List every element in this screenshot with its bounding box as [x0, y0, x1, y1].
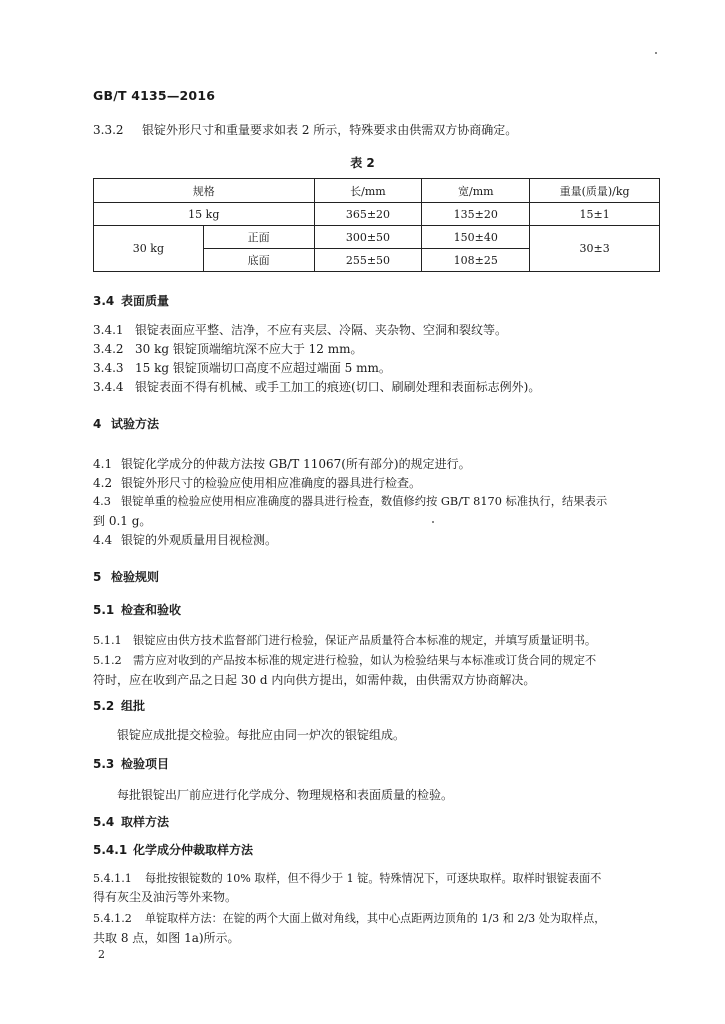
cell-width: 150±40: [422, 226, 530, 249]
clause-number: 5.4.1.1: [93, 872, 132, 885]
page-number: 2: [98, 948, 105, 961]
clause-4-3: [93, 494, 607, 510]
clause-text: 银锭外形尺寸和重量要求如表 2 所示，特殊要求由供需双方协商确定。: [142, 123, 518, 137]
section-heading-3-4: [93, 293, 169, 309]
heading-number: 5.2: [93, 699, 115, 713]
clause-5-1-2-continued: 符时，应在收到产品之日起 30 d 内向供方提出，如需仲裁，由供需双方协商解决。: [93, 673, 536, 687]
clause-text: 银锭外形尺寸的检验应使用相应准确度的器具进行检查。: [121, 476, 422, 490]
clause-text: 需方应对收到的产品按本标准的规定进行检验，如认为检验结果与本标准或订货合同的规定不: [133, 654, 597, 667]
scan-speck: [432, 521, 434, 523]
clause-3-4-2: [93, 341, 363, 357]
heading-text: 表面质量: [121, 294, 170, 308]
heading-number: 5.3: [93, 757, 115, 771]
paragraph-5-2: 银锭应成批提交检验。每批应由同一炉次的银锭组成。: [117, 728, 406, 742]
clause-number: 4.4: [93, 533, 113, 547]
table-row: [94, 226, 660, 249]
clause-4-3-continued: 到 0.1 g。: [93, 514, 152, 528]
heading-text: 试验方法: [111, 417, 160, 431]
table-title: 表 2: [350, 156, 375, 170]
table-header-row: [94, 179, 660, 203]
clause-number: 3.4.3: [93, 361, 124, 375]
heading-number: 5: [93, 570, 102, 584]
clause-5-1-2: [93, 653, 596, 669]
cell-length: 365±20: [314, 203, 422, 226]
clause-5-4-1-2-continued: 共取 8 点，如图 1a)所示。: [93, 931, 240, 945]
heading-text: 检验规则: [111, 570, 160, 584]
clause-number: 3.4.4: [93, 380, 124, 394]
cell-weight: 30±3: [530, 226, 660, 272]
section-heading-5-4-1: [93, 842, 253, 858]
cell-face-top: 正面: [203, 226, 314, 249]
clause-text: 15 kg 银锭顶端切口高度不应超过端面 5 mm。: [135, 361, 391, 375]
clause-number: 5.4.1.2: [93, 912, 132, 925]
heading-number: 4: [93, 417, 102, 431]
clause-3-4-1: [93, 322, 507, 338]
clause-number: 5.1.2: [93, 654, 122, 667]
heading-text: 化学成分仲裁取样方法: [133, 843, 254, 857]
header-length: 长/mm: [314, 179, 422, 203]
cell-width: 135±20: [422, 203, 530, 226]
clause-number: 3.4.1: [93, 323, 124, 337]
clause-3-3-2: [93, 122, 517, 138]
heading-number: 5.1: [93, 603, 115, 617]
clause-number: 5.1.1: [93, 634, 122, 647]
clause-text: 银锭单重的检验应使用相应准确度的器具进行检查，数值修约按 GB/T 8170 标准执行，结果表示: [121, 495, 608, 508]
clause-text: 每批按银锭数的 10% 取样，但不得少于 1 锭。特殊情况下，可逐块取样。取样时银锭表面不: [145, 872, 602, 885]
clause-5-4-1-1: [93, 871, 601, 887]
clause-5-4-1-2: [93, 911, 605, 927]
section-heading-4: [93, 416, 159, 432]
clause-3-4-4: [93, 379, 540, 395]
standard-code: GB/T 4135—2016: [93, 88, 216, 103]
scan-speck: [655, 52, 657, 54]
clause-number: 4.3: [93, 495, 111, 508]
heading-number: 3.4: [93, 294, 115, 308]
header-weight: 重量(质量)/kg: [530, 179, 660, 203]
clause-text: 银锭的外观质量用目视检测。: [121, 533, 278, 547]
paragraph-5-3: 每批银锭出厂前应进行化学成分、物理规格和表面质量的检验。: [117, 788, 454, 802]
heading-number: 5.4.1: [93, 843, 128, 857]
section-heading-5-3: [93, 756, 169, 772]
section-heading-5-2: [93, 698, 145, 714]
section-heading-5-4: [93, 814, 169, 830]
clause-5-1-1: [93, 633, 596, 649]
heading-number: 5.4: [93, 815, 115, 829]
section-heading-5-1: [93, 602, 181, 618]
clause-4-1: [93, 456, 471, 472]
clause-5-4-1-1-continued: 得有灰尘及油污等外来物。: [93, 890, 238, 904]
heading-text: 取样方法: [121, 815, 170, 829]
clause-text: 银锭表面不得有机械、或手工加工的痕迹(切口、刷刷处理和表面标志例外)。: [135, 380, 541, 394]
clause-number: 4.2: [93, 476, 113, 490]
clause-number: 3.4.2: [93, 342, 124, 356]
cell-face-bottom: 底面: [203, 249, 314, 272]
table-row: [94, 203, 660, 226]
clause-number: 3.3.2: [93, 123, 124, 137]
clause-text: 30 kg 银锭顶端缩坑深不应大于 12 mm。: [135, 342, 363, 356]
clause-number: 4.1: [93, 457, 113, 471]
cell-length: 300±50: [314, 226, 422, 249]
clause-text: 银锭应由供方技术监督部门进行检验，保证产品质量符合本标准的规定，并填写质量证明书。: [133, 634, 597, 647]
clause-text: 单锭取样方法：在锭的两个大面上做对角线，其中心点距两边顶角的 1/3 和 2/3 处为取样点，: [145, 912, 606, 925]
cell-weight: 15±1: [530, 203, 660, 226]
header-spec: 规格: [94, 179, 315, 203]
spec-table: [93, 178, 660, 272]
header-width: 宽/mm: [422, 179, 530, 203]
cell-spec-30kg: 30 kg: [94, 226, 204, 272]
cell-spec-15kg: 15 kg: [94, 203, 315, 226]
clause-text: 银锭表面应平整、洁净，不应有夹层、冷隔、夹杂物、空洞和裂纹等。: [135, 323, 508, 337]
clause-4-4: [93, 532, 277, 548]
clause-4-2: [93, 475, 421, 491]
heading-text: 组批: [121, 699, 146, 713]
cell-length: 255±50: [314, 249, 422, 272]
section-heading-5: [93, 569, 159, 585]
heading-text: 检查和验收: [121, 603, 182, 617]
clause-text: 银锭化学成分的仲裁方法按 GB/T 11067(所有部分)的规定进行。: [121, 457, 471, 471]
clause-3-4-3: [93, 360, 391, 376]
cell-width: 108±25: [422, 249, 530, 272]
heading-text: 检验项目: [121, 757, 170, 771]
